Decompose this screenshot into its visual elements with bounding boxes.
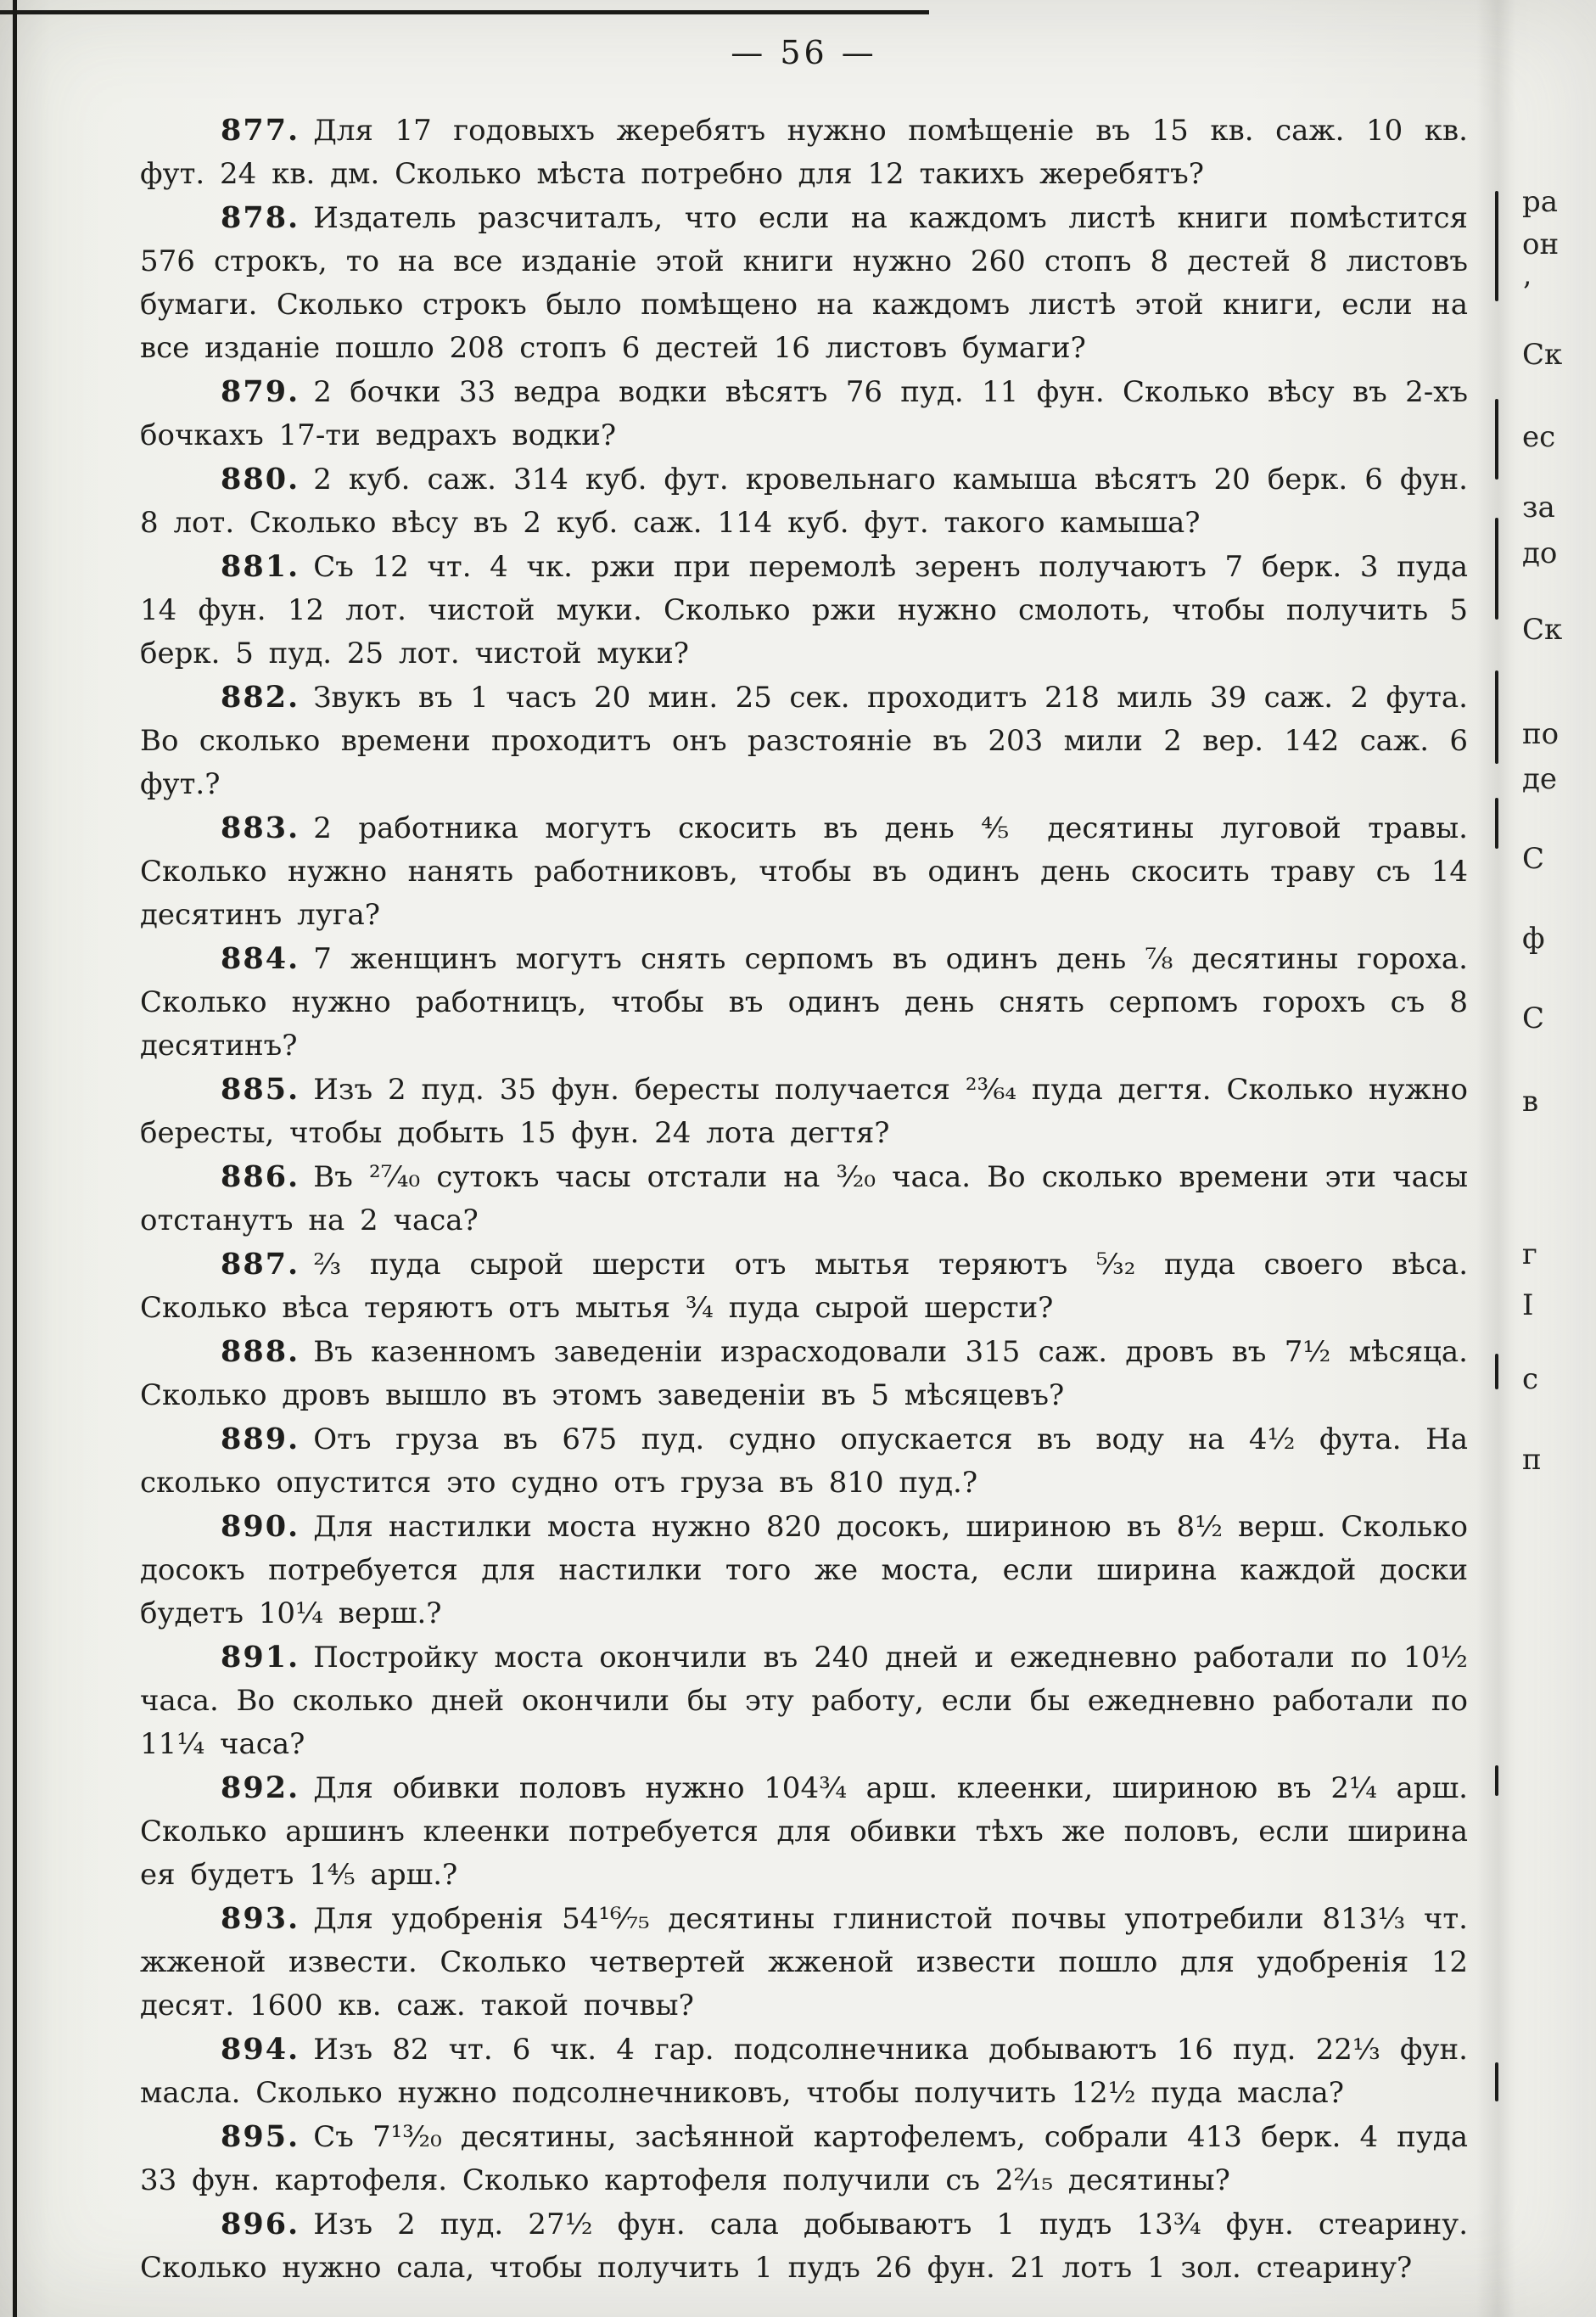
page-edge-mark [1495,518,1498,620]
problem-885 [140,1068,1468,1155]
problem-890 [140,1505,1468,1635]
facing-page-text-fragment: в [1522,1085,1539,1119]
problem-text: Постройку моста окончили въ 240 дней и ежедневно работали по 10½ часа. Во сколько дней окончили бы эту работу, если бы ежедневно работали по 11¼ часа? [140,1641,1468,1761]
problem-text: Для настилки моста нужно 820 досокъ, шириною въ 8½ верш. Сколько досокъ потребуется для настилки того же моста, если ширина каждой доски будетъ 10¼ верш.? [140,1510,1468,1630]
problem-891 [140,1635,1468,1766]
facing-page-text-fragment: за [1522,491,1555,525]
problem-number: 891. [221,1640,300,1675]
facing-page-text-fragment: п [1522,1443,1542,1477]
problem-text: Съ 12 чт. 4 чк. ржи при перемолѣ зеренъ получаютъ 7 берк. 3 пуда 14 фун. 12 лот. чистой муки. Сколько ржи нужно смолоть, чтобы получить 5 берк. 5 пуд. 25 лот. чистой муки? [140,550,1468,670]
problem-text: 2 бочки 33 ведра водки вѣсятъ 76 пуд. 11 фун. Сколько вѣсу въ 2-хъ бочкахъ 17-ти ведрахъ водки? [140,375,1468,452]
problem-number: 896. [221,2207,300,2241]
problem-text: Звукъ въ 1 часъ 20 мин. 25 сек. проходитъ 218 миль 39 саж. 2 фута. Во сколько времени проходитъ онъ разстояніе въ 203 мили 2 вер. 142 саж. 6 фут.? [140,681,1468,801]
problem-878 [140,196,1468,370]
facing-page-text-fragment: С [1522,1001,1545,1035]
page-edge-mark [1495,191,1498,301]
problem-882 [140,676,1468,806]
problem-text: 2 куб. саж. 314 куб. фут. кровельнаго камыша вѣсятъ 20 берк. 6 фун. 8 лот. Сколько вѣсу въ 2 куб. саж. 114 куб. фут. такого камыша? [140,463,1468,540]
facing-page-text-fragment: г [1522,1237,1537,1271]
page-left-border-line [13,0,17,2317]
problem-text: Съ 7¹³⁄₂₀ десятины, засѣянной картофелемъ, собрали 413 берк. 4 пуда 33 фун. картофеля. Сколько картофеля получили съ 2²⁄₁₅ десятины? [140,2120,1468,2197]
facing-page-text-fragment: С [1522,842,1545,876]
problem-893 [140,1897,1468,2028]
facing-page-text-fragment: Ск [1522,613,1563,647]
problem-number: 887. [221,1247,300,1282]
problem-text: Для 17 годовыхъ жеребятъ нужно помѣщеніе въ 15 кв. саж. 10 кв. фут. 24 кв. дм. Сколько мѣста потребно для 12 такихъ жеребятъ? [140,114,1468,191]
facing-page-text-fragment: до [1522,536,1558,570]
problem-number: 895. [221,2119,300,2154]
problem-text: Изъ 82 чт. 6 чк. 4 гар. подсолнечника добываютъ 16 пуд. 22⅓ фун. масла. Сколько нужно подсолнечниковъ, чтобы получить 12½ пуда масла? [140,2033,1468,2110]
facing-page-text-fragment: ’ [1522,276,1532,310]
problem-883 [140,806,1468,937]
page-top-border-line [0,10,929,14]
problem-text: 2 работника могутъ скосить въ день ⅘ десятины луговой травы. Сколько нужно нанять работниковъ, чтобы въ одинъ день скосить траву съ 14 десятинъ луга? [140,811,1468,932]
problem-881 [140,545,1468,676]
facing-page-text-fragment: по [1522,717,1560,751]
page-gutter-shadow [1476,0,1515,2317]
problem-number: 884. [221,941,300,976]
problem-text: Изъ 2 пуд. 35 фун. бересты получается ²³⁄₆₄ пуда дегтя. Сколько нужно бересты, чтобы добыть 15 фун. 24 лота дегтя? [140,1073,1468,1150]
page-edge-mark [1495,798,1498,849]
problem-895 [140,2115,1468,2202]
problem-887 [140,1243,1468,1330]
problem-number: 885. [221,1072,300,1107]
facing-page-text-fragment: с [1522,1362,1539,1396]
problem-number: 880. [221,462,300,496]
problem-number: 878. [221,200,300,235]
page-edge-mark [1495,1765,1498,1796]
problem-number: 892. [221,1770,300,1805]
page-edge-mark [1495,2062,1498,2101]
problem-text: ⅔ пуда сырой шерсти отъ мытья теряютъ ⁵⁄₃₂ пуда своего вѣса. Сколько вѣса теряютъ отъ мытья ¾ пуда сырой шерсти? [140,1248,1468,1325]
problem-892 [140,1766,1468,1897]
problem-number: 886. [221,1159,300,1194]
problem-number: 890. [221,1509,300,1544]
problem-text: Издатель разсчиталъ, что если на каждомъ листѣ книги помѣстится 576 строкъ, то на все изданіе этой книги нужно 260 стопъ 8 дестей 8 листовъ бумаги. Сколько строкъ было помѣщено на каждомъ листѣ этой книги, если на все изданіе пошло 208 стопъ 6 дестей 16 листовъ бумаги? [140,201,1468,365]
problem-number: 879. [221,374,300,409]
problem-880 [140,457,1468,545]
problem-number: 894. [221,2032,300,2067]
problem-text: Изъ 2 пуд. 27½ фун. сала добываютъ 1 пудъ 13¾ фун. стеарину. Сколько нужно сала, чтобы получить 1 пудъ 26 фун. 21 лотъ 1 зол. стеарину? [140,2208,1468,2285]
facing-page-text-fragment: І [1522,1288,1534,1322]
problem-879 [140,370,1468,457]
problem-894 [140,2028,1468,2115]
problem-number: 877. [221,113,300,148]
facing-page-text-fragment: ес [1522,420,1556,454]
problem-896 [140,2202,1468,2290]
facing-page-text-fragment: ф [1522,922,1545,956]
problem-886 [140,1155,1468,1243]
problem-text: 7 женщинъ могутъ снять серпомъ въ одинъ день ⅞ десятины гороха. Сколько нужно работницъ, чтобы въ одинъ день снять серпомъ горохъ съ 8 десятинъ? [140,942,1468,1063]
problem-text: Въ ²⁷⁄₄₀ сутокъ часы отстали на ³⁄₂₀ часа. Во сколько времени эти часы отстанутъ на 2 часа? [140,1160,1468,1237]
problem-number: 893. [221,1901,300,1936]
facing-page-text-fragment: ра [1522,185,1559,219]
facing-page-text-fragment: де [1522,762,1558,796]
problem-number: 888. [221,1334,300,1369]
problem-877 [140,109,1468,196]
page-edge-mark [1495,670,1498,764]
page-number-header: — 56 — [731,34,877,71]
page-edge-mark [1495,399,1498,480]
facing-page-text-fragment: он [1522,227,1560,261]
problem-number: 881. [221,549,300,584]
problem-text: Для удобренія 54¹⁶⁄₇₅ десятины глинистой почвы употребили 813⅓ чт. жженой извести. Сколько четвертей жженой извести пошло для удобренія 12 десят. 1600 кв. саж. такой почвы? [140,1902,1468,2022]
problem-text: Отъ груза въ 675 пуд. судно опускается въ воду на 4½ фута. На сколько опустится это судно отъ груза въ 810 пуд.? [140,1422,1468,1500]
problem-number: 883. [221,811,300,845]
facing-page-edge-text [1517,0,1596,2317]
problem-888 [140,1330,1468,1417]
problem-889 [140,1417,1468,1505]
facing-page-text-fragment: Ск [1522,338,1563,372]
problem-text: Въ казенномъ заведеніи израсходовали 315 саж. дровъ въ 7½ мѣсяца. Сколько дровъ вышло въ этомъ заведеніи въ 5 мѣсяцевъ? [140,1335,1468,1412]
problem-number: 882. [221,680,300,715]
problem-884 [140,937,1468,1068]
page-edge-mark [1495,1354,1498,1389]
problem-text: Для обивки половъ нужно 104¾ арш. клеенки, шириною въ 2¼ арш. Сколько аршинъ клеенки потребуется для обивки тѣхъ же половъ, если ширина ея будетъ 1⅘ арш.? [140,1771,1468,1892]
problems-text-column [140,109,1468,2290]
problem-number: 889. [221,1422,300,1456]
